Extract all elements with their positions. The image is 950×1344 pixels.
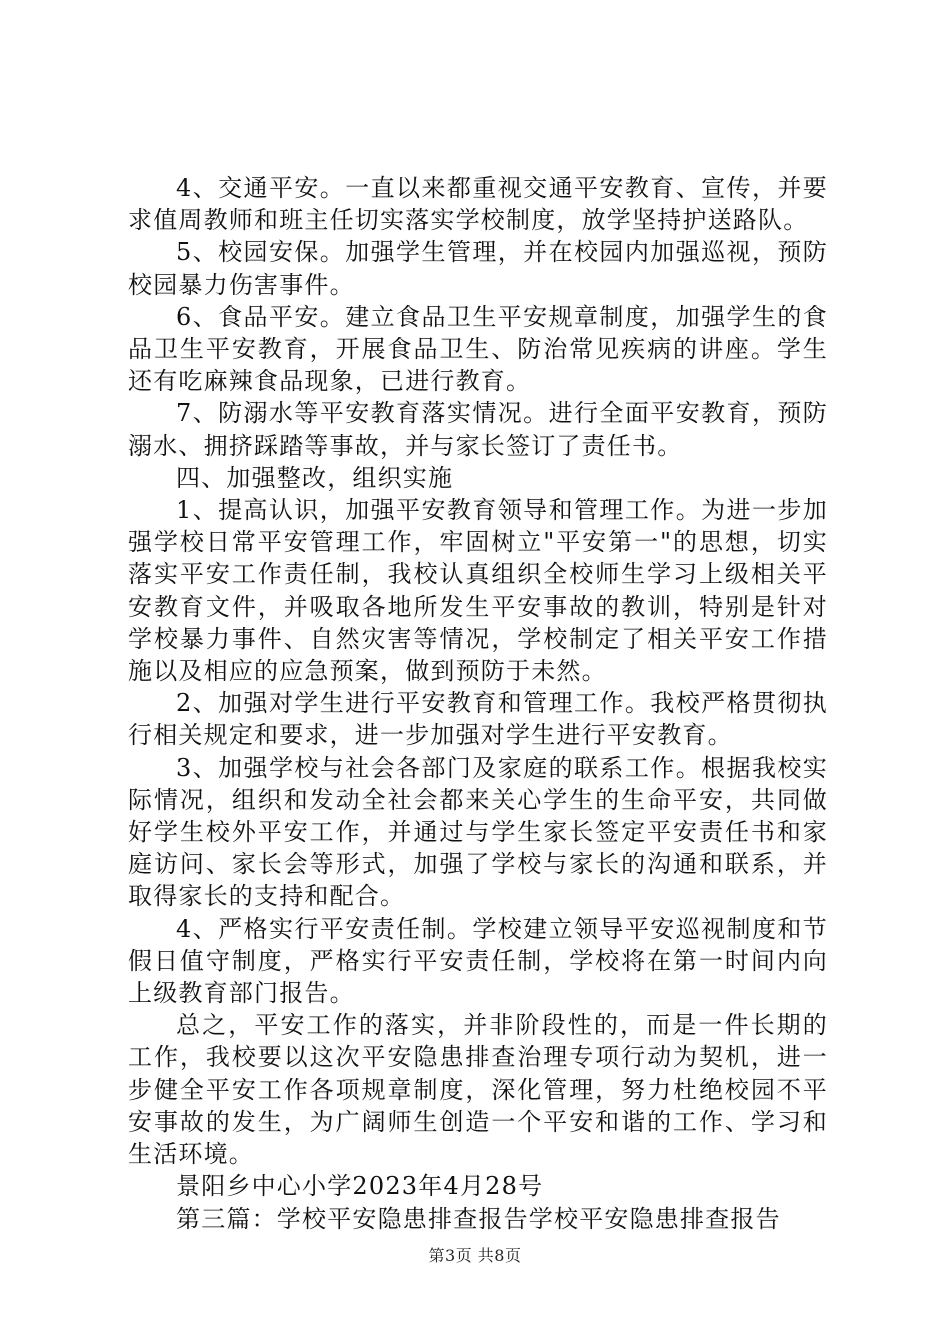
paragraph-responsibility-system: 4、严格实行平安责任制。学校建立领导平安巡视制度和节假日值守制度，严格实行平安责任制，学校将在第一时间内向上级教育部门报告。 bbox=[128, 914, 828, 1008]
next-chapter-title: 第三篇：学校平安隐患排查报告学校平安隐患排查报告 bbox=[176, 1204, 781, 1233]
paragraph-food-safety: 6、食品平安。建立食品卫生平安规章制度，加强学生的食品卫生平安教育，开展食品卫生、防治常见疾病的讲座。学生还有吃麻辣食品现象，已进行教育。 bbox=[128, 302, 828, 396]
page-number-footer: 第3页 共8页 bbox=[428, 1246, 522, 1265]
signature-date-line: 景阳乡中心小学2023年4月28号 bbox=[176, 1172, 544, 1201]
document-body bbox=[128, 172, 828, 1235]
paragraph-campus-security: 5、校园安保。加强学生管理，并在校园内加强巡视，预防校园暴力伤害事件。 bbox=[128, 238, 828, 299]
paragraph-raise-awareness: 1、提高认识，加强平安教育领导和管理工作。为进一步加强学校日常平安管理工作，牢固树立"平安第一"的思想，切实落实平安工作责任制，我校认真组织全校师生学习上级相关平安教育文件，并吸取各地所发生平安事故的教训，特别是针对学校暴力事件、自然灾害等情况，学校制定了相关平安工作措施以及相应的应急预案，做到预防于未然。 bbox=[128, 496, 828, 686]
paragraph-drowning-prevention: 7、防溺水等平安教育落实情况。进行全面平安教育，预防溺水、拥挤踩踏等事故，并与家长签订了责任书。 bbox=[128, 399, 828, 460]
paragraph-conclusion: 总之，平安工作的落实，并非阶段性的，而是一件长期的工作，我校要以这次平安隐患排查治理专项行动为契机，进一步健全平安工作各项规章制度，深化管理，努力杜绝校园不平安事故的发生，为广阔师生创造一个平安和谐的工作、学习和生活环境。 bbox=[128, 1011, 828, 1169]
paragraph-traffic-safety: 4、交通平安。一直以来都重视交通平安教育、宣传，并要求值周教师和班主任切实落实学校制度，放学坚持护送路队。 bbox=[128, 174, 828, 235]
section-heading-rectification: 四、加强整改，组织实施 bbox=[176, 463, 454, 492]
paragraph-community-contact: 3、加强学校与社会各部门及家庭的联系工作。根据我校实际情况，组织和发动全社会都来关心学生的生命平安，共同做好学生校外平安工作，并通过与学生家长签定平安责任书和家庭访问、家长会等形式，加强了学校与家长的沟通和联系，并取得家长的支持和配合。 bbox=[128, 753, 828, 911]
paragraph-student-education: 2、加强对学生进行平安教育和管理工作。我校严格贯彻执行相关规定和要求，进一步加强对学生进行平安教育。 bbox=[128, 689, 828, 750]
